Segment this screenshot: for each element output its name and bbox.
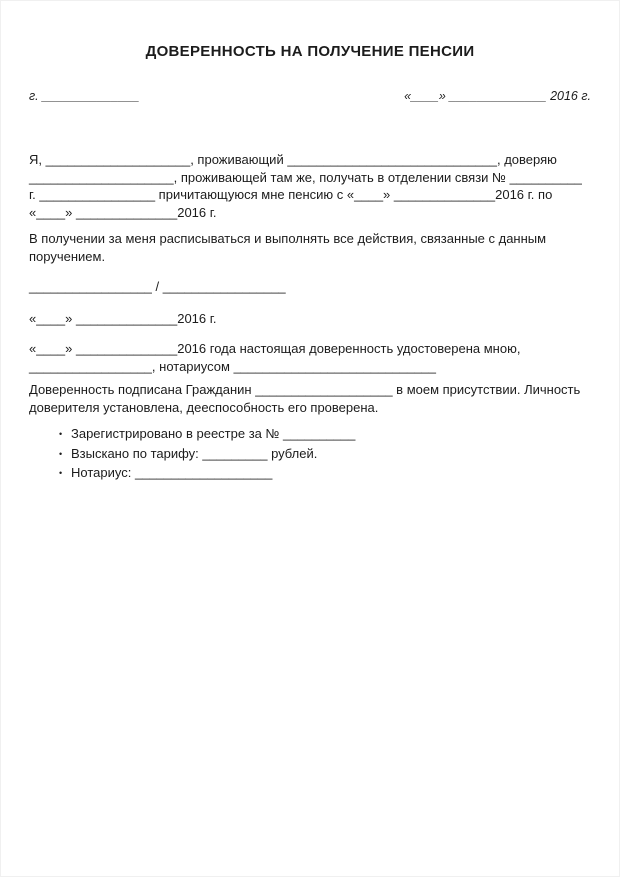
attestation-paragraph: Доверенность подписана Гражданин ___________________ в моем присутствии. Личность доверителя установлена, дееспособность его проверена. [29, 382, 581, 415]
grant-paragraph: Я, ____________________, проживающий _____________________________, доверяю ____________________, проживающей там же, получать в отделении связи № __________ г. ________________ причитающуюся мне пенсию с «____» ______________2016 г. по «____» ______________2016 г. [29, 152, 582, 220]
date-blank-line: «____» ______________ 2016 г. [404, 89, 591, 103]
document-title: ДОВЕРЕННОСТЬ НА ПОЛУЧЕНИЕ ПЕНСИИ [145, 43, 475, 60]
header-row [29, 88, 591, 104]
notary-certification-paragraph: «____» ______________2016 года настоящая доверенность удостоверена мною, _________________, нотариусом ____________________________ [29, 341, 521, 374]
list-item: • Зарегистрировано в реестре за № __________ [59, 424, 591, 444]
list-item: • Взыскано по тарифу: _________ рублей. [59, 444, 591, 464]
signature-blank-line: _________________ / _________________ [29, 279, 286, 294]
notary-notes-list [29, 424, 591, 483]
list-item: • Нотариус: ___________________ [59, 463, 591, 483]
authority-paragraph: В получении за меня расписываться и выполнять все действия, связанные с данным поручением. [29, 231, 547, 264]
city-blank-line: г. ______________ [29, 89, 140, 103]
signature-date-line: «____» ______________2016 г. [29, 310, 217, 326]
